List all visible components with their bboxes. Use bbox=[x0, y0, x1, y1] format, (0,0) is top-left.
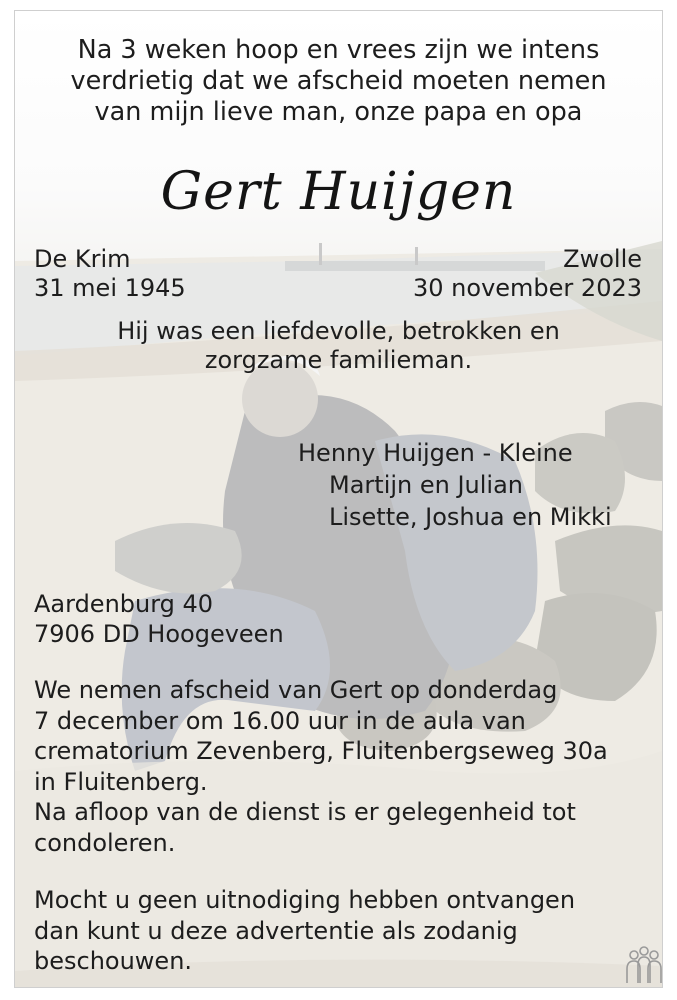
intro-line: verdrietig dat we afscheid moeten nemen bbox=[70, 66, 607, 96]
family-member: Martijn en Julian bbox=[329, 471, 524, 499]
tribute-line: Hij was een liefdevolle, betrokken en bbox=[117, 317, 560, 345]
service-line: condoleren. bbox=[34, 828, 176, 857]
address-street: Aardenburg 40 bbox=[34, 590, 214, 618]
birth-info bbox=[34, 245, 186, 303]
address-city: 7906 DD Hoogeveen bbox=[34, 620, 284, 648]
family-list bbox=[298, 437, 612, 533]
deceased-name: Gert Huijgen bbox=[160, 162, 517, 222]
tribute-line: zorgzame familieman. bbox=[204, 346, 473, 374]
people-group-icon bbox=[621, 943, 663, 988]
note-line: dan kunt u deze advertentie als zodanig bbox=[34, 916, 518, 945]
birth-place: De Krim bbox=[34, 245, 131, 273]
death-place: Zwolle bbox=[563, 245, 642, 273]
death-date: 30 november 2023 bbox=[413, 274, 642, 302]
service-line: crematorium Zevenberg, Fluitenbergseweg 30a bbox=[34, 737, 608, 765]
family-member: Henny Huijgen - Kleine bbox=[298, 439, 573, 467]
intro-line: van mijn lieve man, onze papa en opa bbox=[94, 97, 583, 127]
intro-line: Na 3 weken hoop en vrees zijn we intens bbox=[77, 35, 600, 65]
death-info bbox=[413, 245, 642, 303]
service-details bbox=[34, 675, 608, 858]
note-line: Mocht u geen uitnodiging hebben ontvangen bbox=[34, 886, 576, 914]
service-line: 7 december om 16.00 uur in de aula van bbox=[34, 706, 526, 735]
birth-date: 31 mei 1945 bbox=[34, 274, 186, 302]
service-line: in Fluitenberg. bbox=[34, 767, 208, 796]
family-member: Lisette, Joshua en Mikki bbox=[329, 503, 612, 531]
intro-text bbox=[15, 35, 662, 128]
announcement-card bbox=[14, 10, 663, 988]
invitation-note bbox=[34, 885, 575, 977]
address bbox=[34, 589, 284, 649]
note-line: beschouwen. bbox=[34, 947, 193, 975]
tribute-text bbox=[15, 317, 662, 375]
service-line: Na afloop van de dienst is er gelegenheid tot bbox=[34, 798, 576, 826]
service-line: We nemen afscheid van Gert op donderdag bbox=[34, 676, 558, 704]
